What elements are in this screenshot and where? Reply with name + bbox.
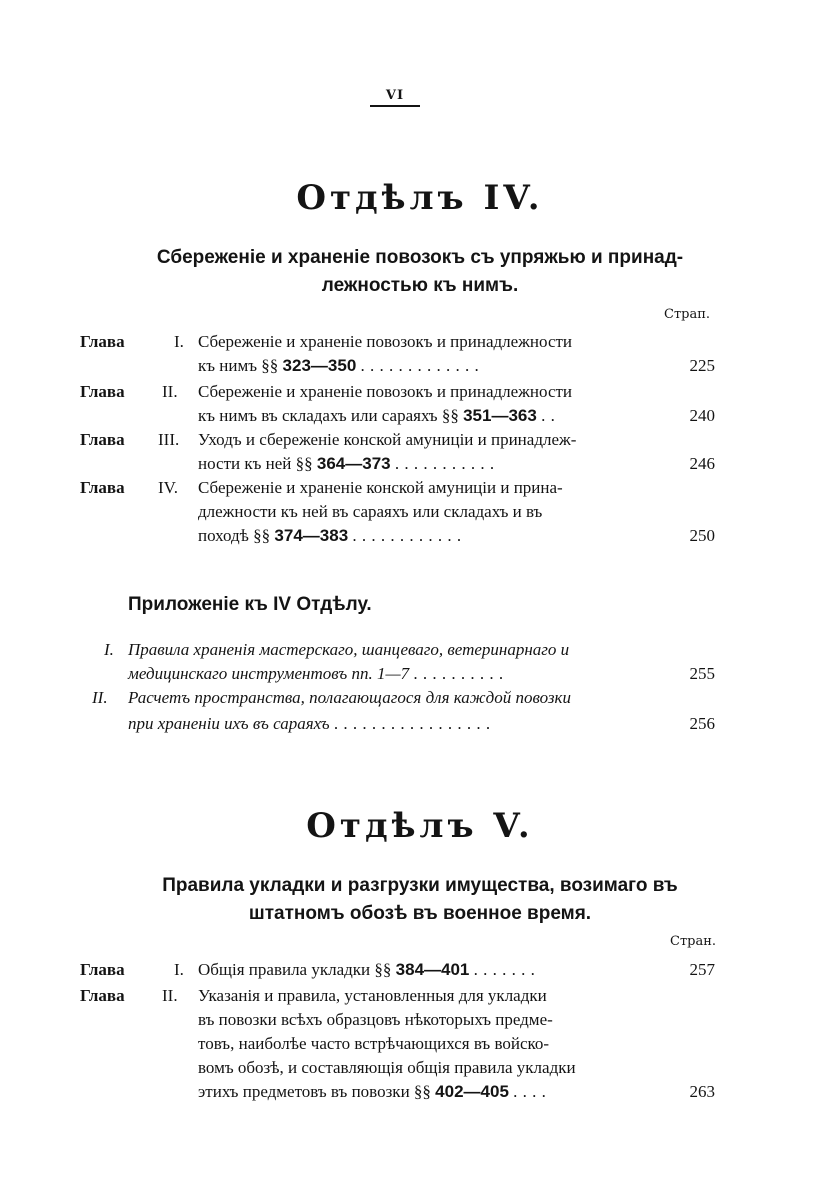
chapter-label: Глава xyxy=(80,382,125,401)
paragraph-range: 323—350 xyxy=(282,356,357,375)
leader-dots: . . . . xyxy=(513,1082,547,1101)
leader-dots: . . xyxy=(541,406,556,425)
leader-dots: . . . . . . . . . . . . xyxy=(352,526,462,545)
leader-dots: . . . . . . . . . . . . . xyxy=(360,356,480,375)
leader-dots: . . . . . . . xyxy=(473,960,536,979)
section-4-subtitle-line1: Сбереженіе и храненіе повозокъ съ упряжью и принад- xyxy=(156,247,684,268)
chapter-roman: IV. xyxy=(158,478,178,497)
appendix-row-continuation xyxy=(128,712,491,736)
appendix-title-line2: медицинскаго инструментовъ пп. 1—7 xyxy=(128,664,410,683)
toc-row-continuation xyxy=(198,404,555,428)
section-5-title: Отдѣлъ V. xyxy=(306,806,534,846)
chapter-label: Глава xyxy=(80,332,125,351)
chapter-label: Глава xyxy=(80,986,125,1005)
chapter-roman: II. xyxy=(162,986,178,1005)
section-5-subtitle-line2: штатномъ обозѣ въ военное время. xyxy=(248,903,592,924)
page-ref[interactable]: 256 xyxy=(689,714,715,733)
page-ref[interactable]: 255 xyxy=(689,664,715,683)
chapter-title-line2: къ нимъ §§ xyxy=(198,356,279,375)
toc-row-continuation xyxy=(198,524,462,548)
chapter-title-line1: Уходъ и сбереженіе конской амуниціи и принадлеж- xyxy=(198,430,577,449)
chapter-title-line3: товъ, наиболѣе часто встрѣчающихся въ войско- xyxy=(198,1034,550,1053)
toc-row-continuation xyxy=(198,452,495,476)
paragraph-range: 402—405 xyxy=(435,1082,509,1101)
page-ref[interactable]: 263 xyxy=(689,1082,715,1101)
chapter-roman: I. xyxy=(174,960,184,979)
toc-row-continuation xyxy=(198,354,479,378)
leader-dots: . . . . . . . . . . . . . . . . . xyxy=(333,714,491,733)
chapter-label: Глава xyxy=(80,430,125,449)
chapter-title-line2: длежности къ ней въ сараяхъ или складахъ и въ xyxy=(198,502,543,521)
chapter-title-line1: Общія правила укладки §§ xyxy=(198,960,392,979)
appendix-roman: I. xyxy=(104,640,114,659)
page-number: VI xyxy=(370,88,420,107)
paragraph-range: 374—383 xyxy=(274,526,349,545)
chapter-title-line2: ности къ ней §§ xyxy=(198,454,313,473)
chapter-label: Глава xyxy=(80,960,125,979)
page-ref[interactable]: 240 xyxy=(689,406,715,425)
chapter-title-line3: походѣ §§ xyxy=(198,526,271,545)
section-4-title: Отдѣлъ IV. xyxy=(296,178,544,218)
chapter-title-line1: Сбереженіе и храненіе повозокъ и принадлежности xyxy=(198,332,573,351)
section-4-page-label: Страп. xyxy=(664,307,711,322)
appendix-title-line1: Расчетъ пространства, полагающагося для каждой повозки xyxy=(128,688,571,707)
chapter-title-line1: Сбереженіе и храненіе конской амуниціи и прина- xyxy=(198,478,563,497)
leader-dots: . . . . . . . . . . . xyxy=(394,454,495,473)
chapter-title-line4: вомъ обозѣ, и составляющія общія правила укладки xyxy=(198,1058,576,1077)
section-4-subtitle xyxy=(60,244,780,300)
leader-dots: . . . . . . . . . . xyxy=(413,664,504,683)
chapter-title-line2: къ нимъ въ складахъ или сараяхъ §§ xyxy=(198,406,459,425)
chapter-roman: II. xyxy=(162,382,178,401)
section-5-page-label: Стран. xyxy=(670,934,717,949)
appendix-roman: II. xyxy=(92,688,108,707)
chapter-title-line1: Указанія и правила, установленныя для укладки xyxy=(198,986,547,1005)
chapter-roman: I. xyxy=(174,332,184,351)
chapter-label: Глава xyxy=(80,478,125,497)
section-5-subtitle-line1: Правила укладки и разгрузки имущества, возимаго въ xyxy=(162,875,678,896)
appendix-title: Приложеніе къ IV Отдѣлу. xyxy=(128,594,372,615)
chapter-roman: III. xyxy=(158,430,180,449)
page-ref[interactable]: 257 xyxy=(689,960,715,979)
chapter-title-line2: въ повозки всѣхъ образцовъ нѣкоторыхъ предме- xyxy=(198,1010,553,1029)
section-5-subtitle xyxy=(60,872,780,928)
page-ref[interactable]: 246 xyxy=(689,454,715,473)
paragraph-range: 384—401 xyxy=(395,960,470,979)
chapter-title-line5: этихъ предметовъ въ повозки §§ xyxy=(198,1082,431,1101)
page-ref[interactable]: 250 xyxy=(689,526,715,545)
section-4-subtitle-line2: лежностью къ нимъ. xyxy=(321,275,519,296)
appendix-row-continuation xyxy=(128,662,504,686)
paragraph-range: 364—373 xyxy=(316,454,391,473)
paragraph-range: 351—363 xyxy=(463,406,537,425)
chapter-title-line1: Сбереженіе и храненіе повозокъ и принадлежности xyxy=(198,382,573,401)
page-ref[interactable]: 225 xyxy=(689,356,715,375)
appendix-title-line1: Правила храненія мастерскаго, шанцеваго, ветеринарнаго и xyxy=(128,640,570,659)
appendix-title-line2: при храненіи ихъ въ сараяхъ xyxy=(128,714,330,733)
toc-row-continuation xyxy=(198,1080,546,1104)
